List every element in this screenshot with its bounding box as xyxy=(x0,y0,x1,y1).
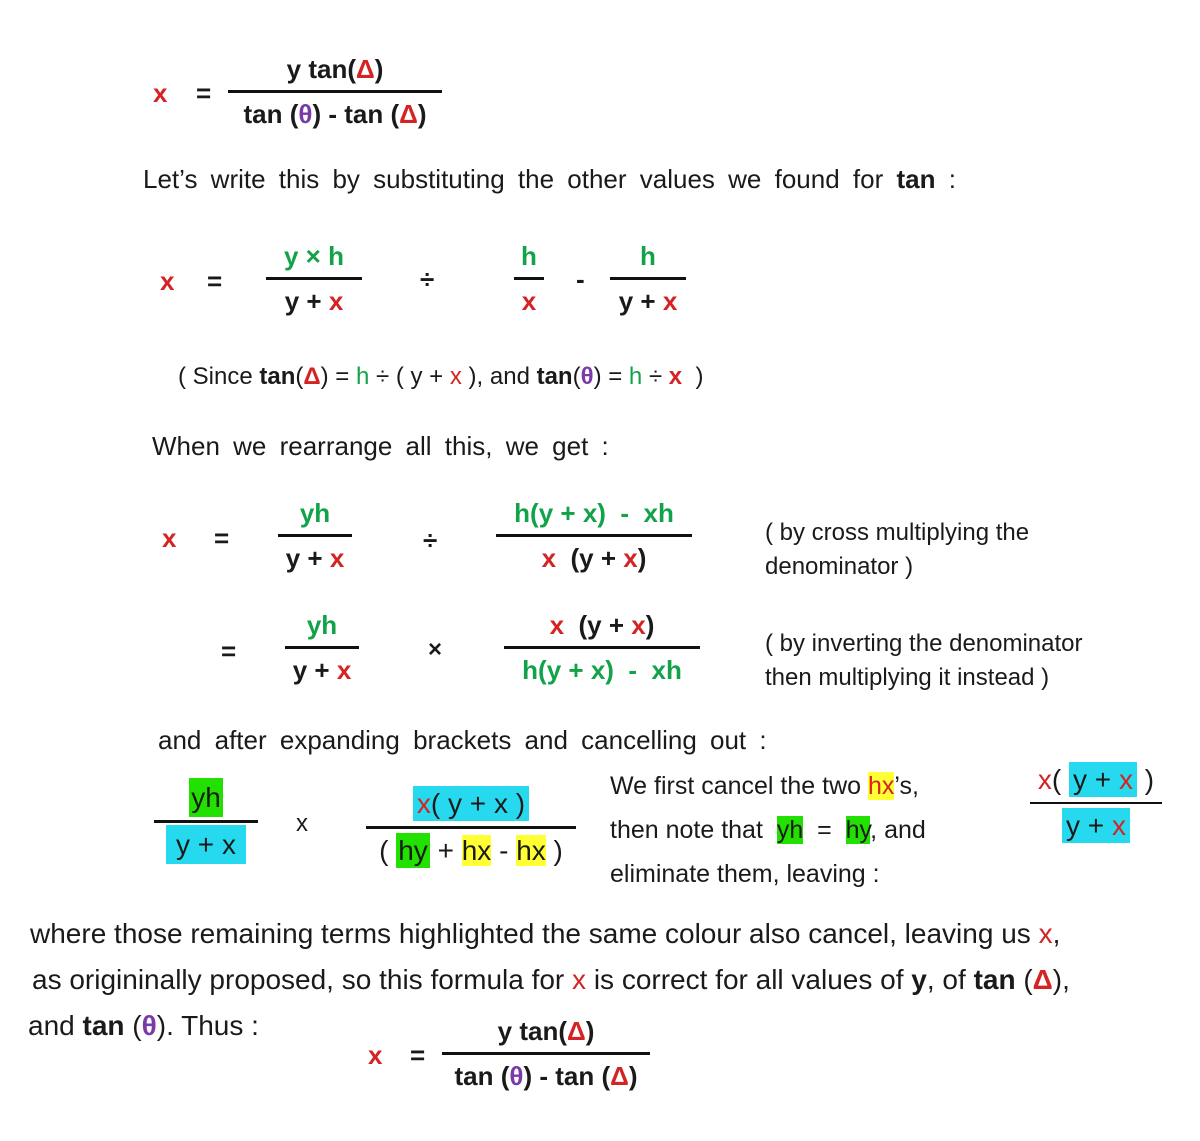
formula3b-frac2-den: h(y + x) - xh xyxy=(522,655,682,685)
paragraph-line2: as origininally proposed, so this formula for x is correct for all values of y, of tan (Δ), xyxy=(32,964,1070,995)
formula2-frac3-den: y + x xyxy=(618,286,678,316)
formula2-frac2-den: x xyxy=(521,286,537,316)
final-numerator: y tan(Δ) xyxy=(497,1016,595,1046)
note-cross-multiply xyxy=(765,516,1029,584)
cancel-explain-line1: We first cancel the two hx’s, xyxy=(610,772,919,800)
fraction-bar xyxy=(514,277,544,280)
fraction-bar xyxy=(366,826,576,829)
formula2-minus: - xyxy=(576,264,585,294)
formula2-frac3 xyxy=(610,243,686,314)
fraction-bar xyxy=(442,1052,650,1055)
formula1-equals: = xyxy=(196,78,212,108)
intro-sentence: Let’s write this by substituting the other values we found for tan : xyxy=(143,164,956,194)
cancel-times: x xyxy=(296,810,308,837)
formula3-equals: = xyxy=(214,523,230,553)
final-denominator: tan (θ) - tan (Δ) xyxy=(454,1061,638,1091)
final-x: x xyxy=(368,1040,383,1070)
note1-line1: ( by cross multiplying the xyxy=(765,519,1030,546)
formula2-frac2 xyxy=(514,243,544,314)
formula2-frac3-num: h xyxy=(640,241,656,271)
formula3-divide: ÷ xyxy=(423,525,438,555)
note2-line2: then multiplying it instead ) xyxy=(765,664,1050,691)
formula1-fraction xyxy=(228,56,442,127)
formula2-x: x xyxy=(160,266,175,296)
cancel-explain-line2: then note that yh = hy, and xyxy=(610,816,926,844)
formula3-frac2-num: h(y + x) - xh xyxy=(514,498,674,528)
note-invert xyxy=(765,627,1083,695)
since-line: ( Since tan(Δ) = h ÷ ( y + x ), and tan(θ) = h ÷ x ) xyxy=(178,363,704,390)
result-frac-den: y + x xyxy=(1062,812,1130,840)
fraction-bar xyxy=(285,646,359,649)
cancel-frac2 xyxy=(366,790,576,865)
cancel-explain-line3: eliminate them, leaving : xyxy=(610,860,880,888)
formula3-frac1 xyxy=(278,500,352,571)
formula2-frac1-den: y + x xyxy=(284,286,344,316)
formula3b-frac1-num: yh xyxy=(306,610,338,640)
formula3b-frac2 xyxy=(504,612,700,683)
formula2-divide: ÷ xyxy=(420,264,435,294)
cancel-frac1-num: yh xyxy=(189,784,223,812)
cancel-frac2-den: ( hy + hx - hx ) xyxy=(379,835,563,866)
fraction-bar xyxy=(228,90,442,93)
after-expanding-sentence: and after expanding brackets and cancelling out : xyxy=(158,725,767,755)
formula3b-frac2-num: x (y + x) xyxy=(549,610,655,640)
formula3-frac1-num: yh xyxy=(299,498,331,528)
formula2-equals: = xyxy=(207,266,223,296)
formula3-frac2 xyxy=(496,500,692,571)
final-fraction xyxy=(442,1018,650,1089)
formula2-frac2-num: h xyxy=(521,241,537,271)
formula3-frac2-den: x (y + x) xyxy=(541,543,647,573)
formula1-denominator: tan (θ) - tan (Δ) xyxy=(243,99,427,129)
note1-line2: denominator ) xyxy=(765,553,914,580)
result-frac-num: x( y + x ) xyxy=(1037,764,1155,795)
formula2-frac1-num: y × h xyxy=(284,241,344,271)
formula3-x: x xyxy=(162,523,177,553)
fraction-bar xyxy=(1030,802,1162,804)
note2-line1: ( by inverting the denominator xyxy=(765,630,1083,657)
fraction-bar xyxy=(278,534,352,537)
fraction-bar xyxy=(266,277,362,280)
fraction-bar xyxy=(496,534,692,537)
fraction-bar xyxy=(504,646,700,649)
paragraph-line3: and tan (θ). Thus : xyxy=(28,1010,259,1041)
formula3b-times: × xyxy=(428,636,443,663)
fraction-bar xyxy=(154,820,258,823)
final-equals: = xyxy=(410,1040,426,1070)
cancel-frac1 xyxy=(154,784,258,859)
fraction-bar xyxy=(610,277,686,280)
cancel-frac1-den: y + x xyxy=(166,831,246,859)
cancel-frac2-num: x( y + x ) xyxy=(413,790,529,818)
paragraph-line1: where those remaining terms highlighted the same colour also cancel, leaving us x, xyxy=(30,918,1061,949)
formula3-frac1-den: y + x xyxy=(285,543,345,573)
rearrange-sentence: When we rearrange all this, we get : xyxy=(152,431,609,461)
formula3b-frac1-den: y + x xyxy=(292,655,352,685)
formula2-frac1 xyxy=(266,243,362,314)
formula3b-equals: = xyxy=(221,636,237,666)
formula1-x: x xyxy=(153,78,168,108)
formula1-numerator: y tan(Δ) xyxy=(286,54,384,84)
result-fraction xyxy=(1030,766,1162,840)
formula3b-frac1 xyxy=(285,612,359,683)
